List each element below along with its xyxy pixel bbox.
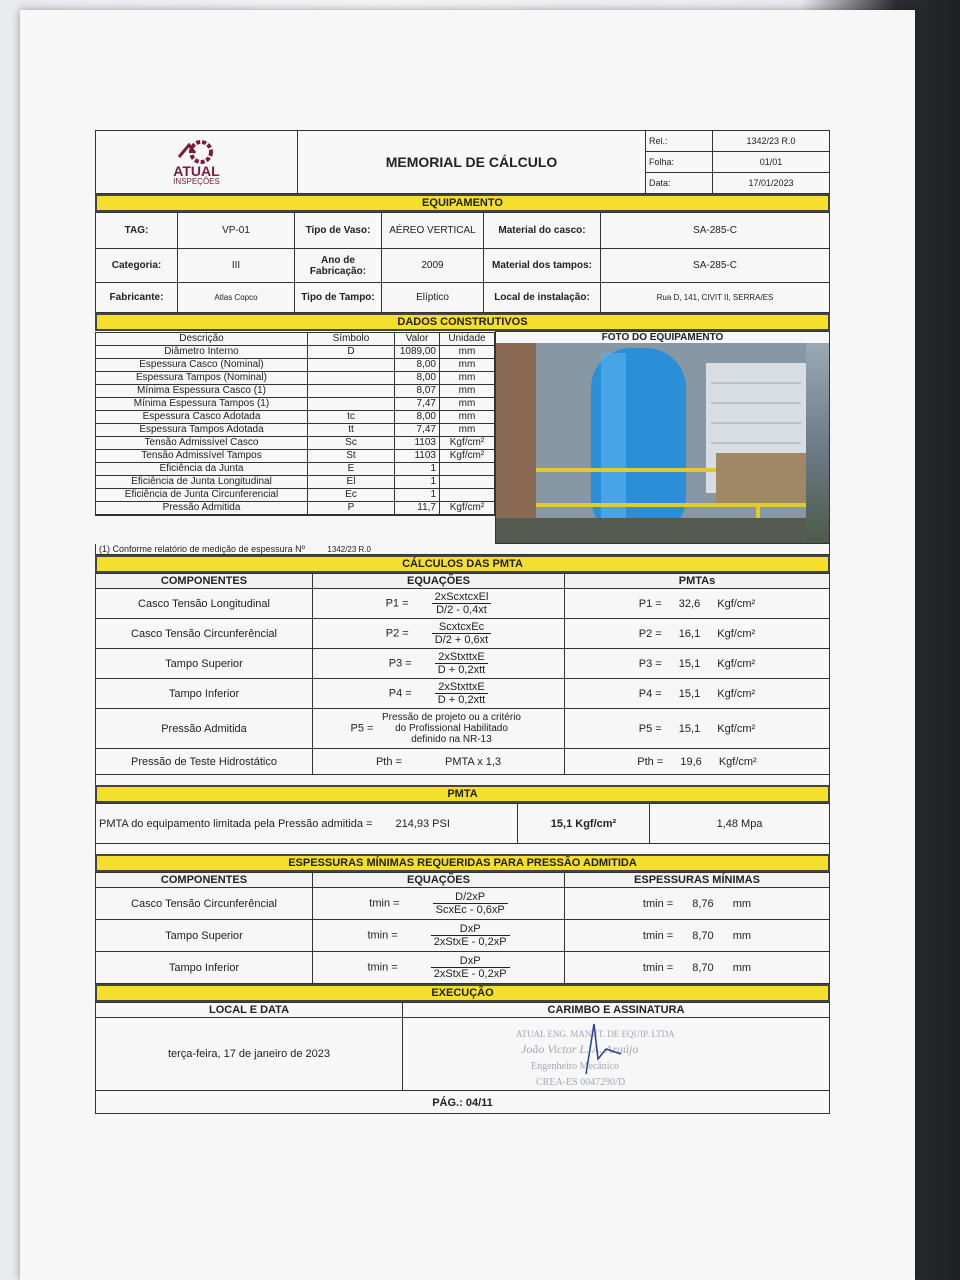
table-row — [96, 488, 495, 501]
result-unit: Kgf/cm² — [717, 657, 756, 670]
eq-denominator: D + 0,2xtt — [437, 664, 486, 676]
gear-logo-icon — [175, 139, 219, 165]
signature-cell — [403, 1018, 830, 1091]
equation-cell — [313, 649, 565, 679]
eq-denominator: D + 0,2xtt — [437, 694, 486, 706]
result-value: 15,1 — [678, 687, 701, 700]
col-simbolo: Símbolo — [308, 332, 395, 345]
thickness-result — [565, 920, 830, 952]
footnote-text: (1) Conforme relatório de medição de espessura Nº — [99, 544, 305, 554]
row-unit — [440, 514, 495, 515]
equation-cell — [313, 709, 565, 749]
data-value: 17/01/2023 — [713, 173, 830, 194]
component-name: Tampo Superior — [96, 649, 313, 679]
component-name: Tampo Superior — [96, 920, 313, 952]
row-desc: Mínima Espessura Casco (1) — [96, 384, 308, 397]
row-unit: mm — [440, 371, 495, 384]
eq-numerator: DxP — [431, 923, 510, 936]
row-symbol: Sc — [308, 436, 395, 449]
result-value: 32,6 — [678, 597, 701, 610]
col-valor: Valor — [395, 332, 440, 345]
eq-lhs: P4 = — [388, 687, 412, 700]
result-symbol: P2 = — [638, 627, 662, 640]
photo-title: FOTO DO EQUIPAMENTO — [601, 332, 724, 343]
table-row — [96, 475, 495, 488]
execution-date: terça-feira, 17 de janeiro de 2023 — [96, 1018, 403, 1091]
tipo-tampo-value: Elíptico — [382, 283, 484, 313]
memorial-form — [95, 130, 830, 1114]
eq-lhs: P1 = — [385, 597, 409, 610]
row-desc: Espessura Casco (Nominal) — [96, 358, 308, 371]
row-desc: Mínima Espessura Tampos (1) — [96, 397, 308, 410]
row-value: 8,07 — [395, 384, 440, 397]
result-symbol: P5 = — [638, 722, 662, 735]
eq-denominator: D/2 + 0,6xt — [434, 634, 489, 646]
eq-numerator: 2xStxttxE — [435, 651, 488, 664]
col-descricao: Descrição — [96, 332, 308, 345]
component-name: Pressão de Teste Hidrostático — [96, 749, 313, 775]
footnote-ref: 1342/23 R.0 — [327, 545, 371, 554]
local-instalacao-label: Local de instalação: — [484, 283, 601, 313]
eq-denominator: ScxEc - 0,6xP — [435, 904, 505, 916]
table-row — [96, 589, 830, 619]
pmta-result — [565, 749, 830, 775]
row-desc: Pressão Admitida — [96, 501, 308, 514]
row-symbol — [308, 397, 395, 410]
row-symbol — [308, 371, 395, 384]
component-name: Casco Tensão Circunferêncial — [96, 619, 313, 649]
result-value: 19,6 — [680, 755, 702, 768]
result-unit: Kgf/cm² — [718, 755, 757, 768]
row-symbol — [308, 384, 395, 397]
component-name: Casco Tensão Longitudinal — [96, 589, 313, 619]
table-row — [96, 501, 495, 514]
thickness-result — [565, 888, 830, 920]
fabricante-label: Fabricante: — [96, 283, 178, 313]
col-componentes: COMPONENTES — [96, 873, 313, 888]
document-title: MEMORIAL DE CÁLCULO — [298, 131, 646, 194]
folha-value: 01/01 — [713, 152, 830, 173]
result-unit: mm — [732, 961, 752, 974]
table-row — [96, 514, 495, 515]
fabricante-value: Atlas Copco — [178, 283, 295, 313]
row-value: 1 — [395, 475, 440, 488]
row-value: 1103 — [395, 449, 440, 462]
row-symbol — [308, 514, 395, 515]
eq-lhs: P5 = — [350, 722, 374, 735]
row-unit — [440, 462, 495, 475]
result-unit: mm — [732, 897, 752, 910]
row-unit: mm — [440, 358, 495, 371]
result-symbol: tmin = — [642, 961, 674, 974]
section-espessuras: ESPESSURAS MÍNIMAS REQUERIDAS PARA PRESSÃO ADMITIDA — [95, 854, 830, 872]
component-name: Casco Tensão Circunferêncial — [96, 888, 313, 920]
component-name: Pressão Admitida — [96, 709, 313, 749]
eq-numerator: 2xStxttxE — [435, 681, 488, 694]
table-row — [96, 358, 495, 371]
eq-lhs: P2 = — [385, 627, 409, 640]
material-tampos-value: SA-285-C — [601, 249, 830, 283]
result-symbol: Pth = — [637, 755, 664, 768]
component-name: Tampo Inferior — [96, 679, 313, 709]
svg-text:Engenheiro Mecânico: Engenheiro Mecânico — [531, 1061, 620, 1072]
section-execucao: EXECUÇÃO — [95, 984, 830, 1002]
equation-cell — [313, 920, 565, 952]
equation-cell — [313, 749, 565, 775]
execution-table — [95, 1002, 830, 1091]
row-symbol: E — [308, 462, 395, 475]
svg-text:CREA-ES 0047290/D: CREA-ES 0047290/D — [536, 1077, 626, 1088]
equation-cell — [313, 589, 565, 619]
row-value: 1 — [395, 462, 440, 475]
row-value: 7,47 — [395, 423, 440, 436]
table-row — [96, 888, 830, 920]
row-unit: mm — [440, 423, 495, 436]
thickness-result — [565, 952, 830, 984]
row-unit — [440, 488, 495, 501]
eq-denominator: 2xStxE - 0,2xP — [433, 936, 507, 948]
table-row — [96, 952, 830, 984]
rel-value: 1342/23 R.0 — [713, 131, 830, 152]
row-unit: Kgf/cm² — [440, 449, 495, 462]
row-unit: mm — [440, 410, 495, 423]
col-espessuras: ESPESSURAS MÍNIMAS — [565, 873, 830, 888]
logo-cell — [96, 131, 298, 194]
table-row — [96, 619, 830, 649]
result-value: 8,70 — [692, 929, 714, 942]
eq-numerator: DxP — [431, 955, 510, 968]
row-desc: Espessura Casco Adotada — [96, 410, 308, 423]
eq-lhs: tmin = — [367, 929, 398, 942]
result-symbol: tmin = — [642, 929, 674, 942]
table-row — [96, 423, 495, 436]
pmta-summary-table — [95, 803, 830, 844]
constructive-layout — [95, 331, 830, 544]
vessel-photo-illustration — [496, 343, 806, 543]
result-value: 15,1 — [678, 657, 701, 670]
result-value: 8,70 — [692, 961, 714, 974]
folha-label: Folha: — [646, 152, 713, 173]
section-pmta: PMTA — [95, 785, 830, 803]
logo-text: ATUAL — [173, 162, 220, 179]
spacer — [95, 844, 830, 854]
row-symbol: tt — [308, 423, 395, 436]
categoria-label: Categoria: — [96, 249, 178, 283]
svg-text:ATUAL ENG. MANUT. DE EQUIP. LT: ATUAL ENG. MANUT. DE EQUIP. LTDA — [516, 1029, 675, 1039]
table-row — [96, 449, 495, 462]
row-symbol — [308, 358, 395, 371]
page-number: PÁG.: 04/11 — [95, 1091, 830, 1114]
tag-value: VP-01 — [178, 213, 295, 249]
pmta-result — [565, 649, 830, 679]
constructive-data-table — [95, 332, 495, 516]
ano-value: 2009 — [382, 249, 484, 283]
equation-cell — [313, 952, 565, 984]
result-unit: Kgf/cm² — [717, 627, 756, 640]
eq-denominator: 2xStxE - 0,2xP — [433, 968, 507, 980]
result-symbol: P3 = — [638, 657, 662, 670]
table-row — [96, 436, 495, 449]
spacer — [95, 775, 830, 785]
row-value: 8,00 — [395, 371, 440, 384]
result-value: 8,76 — [692, 897, 714, 910]
table-row — [96, 410, 495, 423]
pmta-result — [565, 589, 830, 619]
document-page — [20, 10, 915, 1280]
row-value: 11,7 — [395, 501, 440, 514]
pmta-result — [565, 679, 830, 709]
row-desc: Espessura Tampos Adotada — [96, 423, 308, 436]
row-unit: Kgf/cm² — [440, 501, 495, 514]
eq-lhs: tmin = — [367, 961, 398, 974]
row-symbol: St — [308, 449, 395, 462]
table-row — [96, 679, 830, 709]
pmta-kgf: 15,1 Kgf/cm² — [518, 804, 650, 844]
tag-label: TAG: — [96, 213, 178, 249]
result-value: 15,1 — [678, 722, 701, 735]
table-row — [96, 371, 495, 384]
categoria-value: III — [178, 249, 295, 283]
row-unit: mm — [440, 384, 495, 397]
tipo-vaso-value: AÉREO VERTICAL — [382, 213, 484, 249]
equation-cell — [313, 679, 565, 709]
row-symbol: P — [308, 501, 395, 514]
eq-lhs: tmin = — [369, 897, 400, 910]
row-desc — [96, 514, 308, 515]
equipment-photo — [496, 343, 829, 543]
eq-text: PMTA x 1,3 — [445, 755, 502, 768]
row-value — [395, 514, 440, 515]
pmta-result — [565, 619, 830, 649]
tipo-vaso-label: Tipo de Vaso: — [295, 213, 382, 249]
row-value: 1089,00 — [395, 345, 440, 358]
result-unit: Kgf/cm² — [717, 722, 756, 735]
table-row — [96, 397, 495, 410]
row-desc: Tensão Admissível Tampos — [96, 449, 308, 462]
carimbo-header: CARIMBO E ASSINATURA — [403, 1003, 830, 1018]
pmta-result — [565, 709, 830, 749]
section-dados-construtivos: DADOS CONSTRUTIVOS — [95, 313, 830, 331]
col-pmtas: PMTAs — [565, 574, 830, 589]
material-tampos-label: Material dos tampos: — [484, 249, 601, 283]
row-unit: Kgf/cm² — [440, 436, 495, 449]
col-componentes: COMPONENTES — [96, 574, 313, 589]
table-row — [96, 384, 495, 397]
rel-label: Rel.: — [646, 131, 713, 152]
row-desc: Diâmetro Interno — [96, 345, 308, 358]
table-row — [96, 749, 830, 775]
equation-cell — [313, 888, 565, 920]
table-row — [96, 920, 830, 952]
pmta-mpa: 1,48 Mpa — [650, 804, 830, 844]
eq-numerator: D/2xP — [433, 891, 508, 904]
row-desc: Espessura Tampos (Nominal) — [96, 371, 308, 384]
min-thickness-table — [95, 872, 830, 984]
result-symbol: tmin = — [642, 897, 674, 910]
eq-numerator: 2xScxtcxEl — [432, 591, 492, 604]
eq-text: Pressão de projeto ou a critério do Profissional Habilitado definido na NR-13 — [382, 712, 521, 745]
result-unit: mm — [732, 929, 752, 942]
stamp-signature-graphic — [406, 1019, 826, 1089]
pmta-summary-text: PMTA do equipamento limitada pela Pressão admitida = — [99, 817, 373, 830]
ano-label: Ano de Fabricação: — [295, 249, 382, 283]
result-symbol: P4 = — [638, 687, 662, 700]
equation-cell — [313, 619, 565, 649]
component-name: Tampo Inferior — [96, 952, 313, 984]
table-row — [96, 462, 495, 475]
row-value: 8,00 — [395, 358, 440, 371]
col-unidade: Unidade — [440, 332, 495, 345]
result-value: 16,1 — [678, 627, 701, 640]
section-calculos-pmta: CÁLCULOS DAS PMTA — [95, 555, 830, 573]
col-equacoes: EQUAÇÕES — [313, 574, 565, 589]
table-row — [96, 345, 495, 358]
material-casco-label: Material do casco: — [484, 213, 601, 249]
pmta-calc-table — [95, 573, 830, 775]
row-value: 1 — [395, 488, 440, 501]
row-symbol: D — [308, 345, 395, 358]
pmta-summary-label — [96, 804, 518, 844]
row-desc: Eficiência de Junta Circunferencial — [96, 488, 308, 501]
row-value: 7,47 — [395, 397, 440, 410]
row-symbol: Ec — [308, 488, 395, 501]
table-row — [96, 649, 830, 679]
row-desc: Eficiência da Junta — [96, 462, 308, 475]
eq-numerator: ScxtcxEc — [432, 621, 492, 634]
footnote — [95, 544, 830, 555]
signature-stamp — [406, 1019, 826, 1089]
local-data-header: LOCAL E DATA — [96, 1003, 403, 1018]
row-symbol: El — [308, 475, 395, 488]
row-symbol: tc — [308, 410, 395, 423]
pmta-psi: 214,93 PSI — [395, 817, 450, 830]
table-row — [96, 709, 830, 749]
local-instalacao-value: Rua D, 141, CIVIT II, SERRA/ES — [601, 283, 830, 313]
result-symbol: P1 = — [638, 597, 662, 610]
data-label: Data: — [646, 173, 713, 194]
svg-text:João Victor L. A. Araújo: João Victor L. A. Araújo — [521, 1042, 639, 1056]
material-casco-value: SA-285-C — [601, 213, 830, 249]
col-equacoes: EQUAÇÕES — [313, 873, 565, 888]
row-unit — [440, 475, 495, 488]
equipment-table — [95, 212, 830, 313]
row-value: 1103 — [395, 436, 440, 449]
result-unit: Kgf/cm² — [717, 687, 756, 700]
eq-denominator: D/2 - 0,4xt — [436, 604, 487, 616]
result-unit: Kgf/cm² — [717, 597, 756, 610]
row-unit: mm — [440, 345, 495, 358]
eq-lhs: P3 = — [388, 657, 412, 670]
row-value: 8,00 — [395, 410, 440, 423]
eq-lhs: Pth = — [375, 755, 402, 768]
section-equipamento: EQUIPAMENTO — [95, 194, 830, 212]
header-table — [95, 130, 830, 194]
row-unit: mm — [440, 397, 495, 410]
row-desc: Eficiência de Junta Longitudinal — [96, 475, 308, 488]
tipo-tampo-label: Tipo de Tampo: — [295, 283, 382, 313]
company-logo — [99, 139, 294, 186]
logo-subtext: INSPEÇÕES — [173, 176, 220, 186]
row-desc: Tensão Admissível Casco — [96, 436, 308, 449]
